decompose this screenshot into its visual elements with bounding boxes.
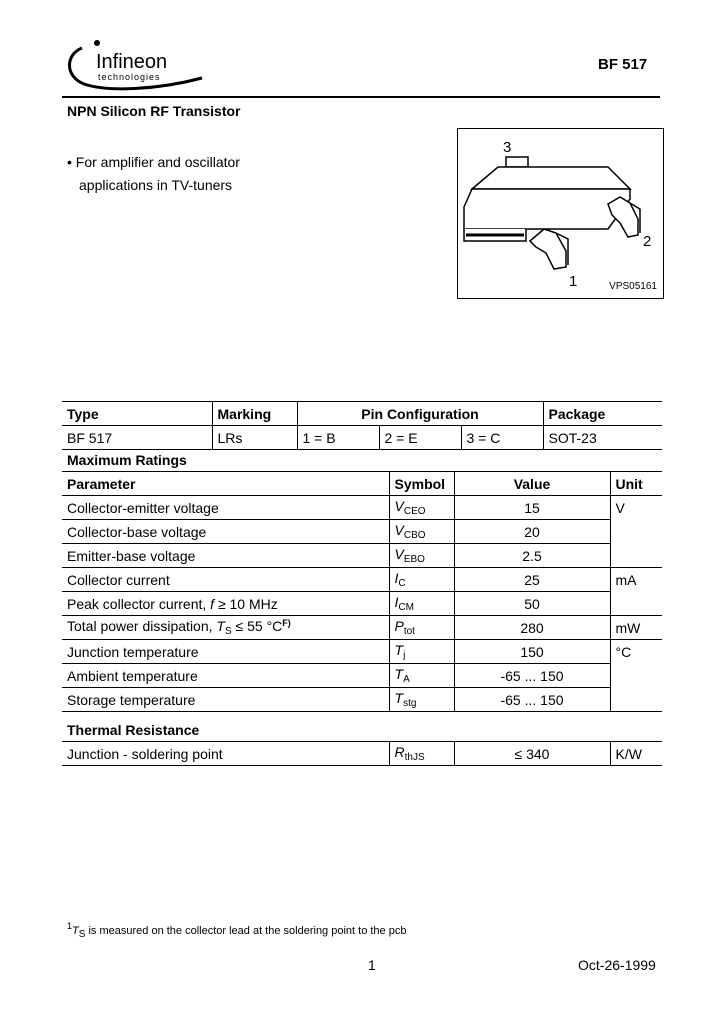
- thermal-table: [62, 741, 662, 766]
- cell-type: BF 517: [62, 426, 212, 450]
- symbol-cell: $T_j$: [389, 640, 454, 664]
- max-ratings-header: [62, 472, 662, 496]
- symbol-cell: $P_{tot}$: [389, 616, 454, 640]
- type-table-header: [62, 402, 662, 426]
- value-cell: 50: [454, 592, 610, 616]
- max-ratings-table: [62, 471, 662, 712]
- logo-sub: technologies: [98, 72, 161, 82]
- value-cell: 20: [454, 520, 610, 544]
- param-cell: Collector-emitter voltage: [62, 496, 389, 520]
- pin-label-1: 1: [569, 273, 578, 290]
- max-ratings-row: [62, 640, 662, 664]
- param-cell: Collector current: [62, 568, 389, 592]
- thermal-param: Junction - soldering point: [62, 742, 389, 766]
- symbol-cell: $T_{stg}$: [389, 688, 454, 712]
- param-cell: Storage temperature: [62, 688, 389, 712]
- thermal-row: [62, 742, 662, 766]
- symbol-cell: $V_{CBO}$: [389, 520, 454, 544]
- unit-cell: mW: [610, 616, 662, 640]
- header-value: Value: [454, 472, 610, 496]
- param-cell: Total power dissipation, $T_S \le 55$ $^\circ C^{F)}$: [62, 616, 389, 640]
- feature-list: [67, 151, 240, 197]
- header-marking: Marking: [212, 402, 297, 426]
- pin-label-2: 2: [643, 233, 652, 250]
- max-ratings-row: [62, 688, 662, 712]
- value-cell: 25: [454, 568, 610, 592]
- max-ratings-row: [62, 544, 662, 568]
- footnote: $^1T_S$ is measured on the collector lead at the soldering point to the pcb: [67, 921, 407, 940]
- symbol-cell: $T_A$: [389, 664, 454, 688]
- type-table: [62, 401, 662, 450]
- header-rule: [62, 96, 660, 98]
- sot23-drawing: [458, 129, 665, 300]
- package-figure: [457, 128, 664, 299]
- value-cell: 280: [454, 616, 610, 640]
- unit-cell: mA: [610, 568, 662, 592]
- symbol-cell: $V_{EBO}$: [389, 544, 454, 568]
- figure-code: VPS05161: [609, 281, 657, 292]
- feature-line-2: applications in TV-tuners: [79, 177, 233, 193]
- header-parameter: Parameter: [62, 472, 389, 496]
- unit-cell: °C: [610, 640, 662, 664]
- max-ratings-row: [62, 592, 662, 616]
- thermal-symbol: $R_{thJS}$: [389, 742, 454, 766]
- max-ratings-title: Maximum Ratings: [67, 452, 187, 468]
- cell-pin1: 1 = B: [297, 426, 379, 450]
- value-cell: 150: [454, 640, 610, 664]
- header-type: Type: [62, 402, 212, 426]
- unit-cell: V: [610, 496, 662, 520]
- cell-pin3: 3 = C: [461, 426, 543, 450]
- max-ratings-row: [62, 616, 662, 640]
- param-cell: Emitter-base voltage: [62, 544, 389, 568]
- unit-cell: [610, 664, 662, 688]
- header-symbol: Symbol: [389, 472, 454, 496]
- header-pin-config: Pin Configuration: [297, 402, 543, 426]
- pin-label-3: 3: [503, 139, 512, 156]
- max-ratings-row: [62, 496, 662, 520]
- max-ratings-row: [62, 568, 662, 592]
- max-ratings-row: [62, 520, 662, 544]
- param-cell: Peak collector current, f ≥ 10 MHz: [62, 592, 389, 616]
- doc-date: Oct-26-1999: [578, 957, 656, 973]
- param-cell: Ambient temperature: [62, 664, 389, 688]
- header-package: Package: [543, 402, 662, 426]
- thermal-unit: K/W: [610, 742, 662, 766]
- bullet-dot: •: [67, 154, 72, 170]
- feature-line-1: For amplifier and oscillator: [75, 154, 240, 170]
- thermal-title: Thermal Resistance: [67, 722, 200, 738]
- unit-cell: [610, 544, 662, 568]
- value-cell: -65 ... 150: [454, 688, 610, 712]
- part-number: BF 517: [598, 56, 648, 73]
- unit-cell: [610, 520, 662, 544]
- type-table-row: [62, 426, 662, 450]
- value-cell: 2.5: [454, 544, 610, 568]
- max-ratings-row: [62, 664, 662, 688]
- cell-marking: LRs: [212, 426, 297, 450]
- symbol-cell: $I_C$: [389, 568, 454, 592]
- infineon-logo: [62, 36, 207, 96]
- thermal-value: ≤ 340: [454, 742, 610, 766]
- page-number: 1: [368, 957, 376, 973]
- unit-cell: [610, 592, 662, 616]
- param-cell: Junction temperature: [62, 640, 389, 664]
- unit-cell: [610, 688, 662, 712]
- cell-pin2: 2 = E: [379, 426, 461, 450]
- value-cell: -65 ... 150: [454, 664, 610, 688]
- symbol-cell: $I_{CM}$: [389, 592, 454, 616]
- logo-name: Infineon: [96, 51, 168, 73]
- cell-package: SOT-23: [543, 426, 662, 450]
- symbol-cell: $V_{CEO}$: [389, 496, 454, 520]
- header-unit: Unit: [610, 472, 662, 496]
- page-subtitle: NPN Silicon RF Transistor: [67, 103, 241, 119]
- param-cell: Collector-base voltage: [62, 520, 389, 544]
- value-cell: 15: [454, 496, 610, 520]
